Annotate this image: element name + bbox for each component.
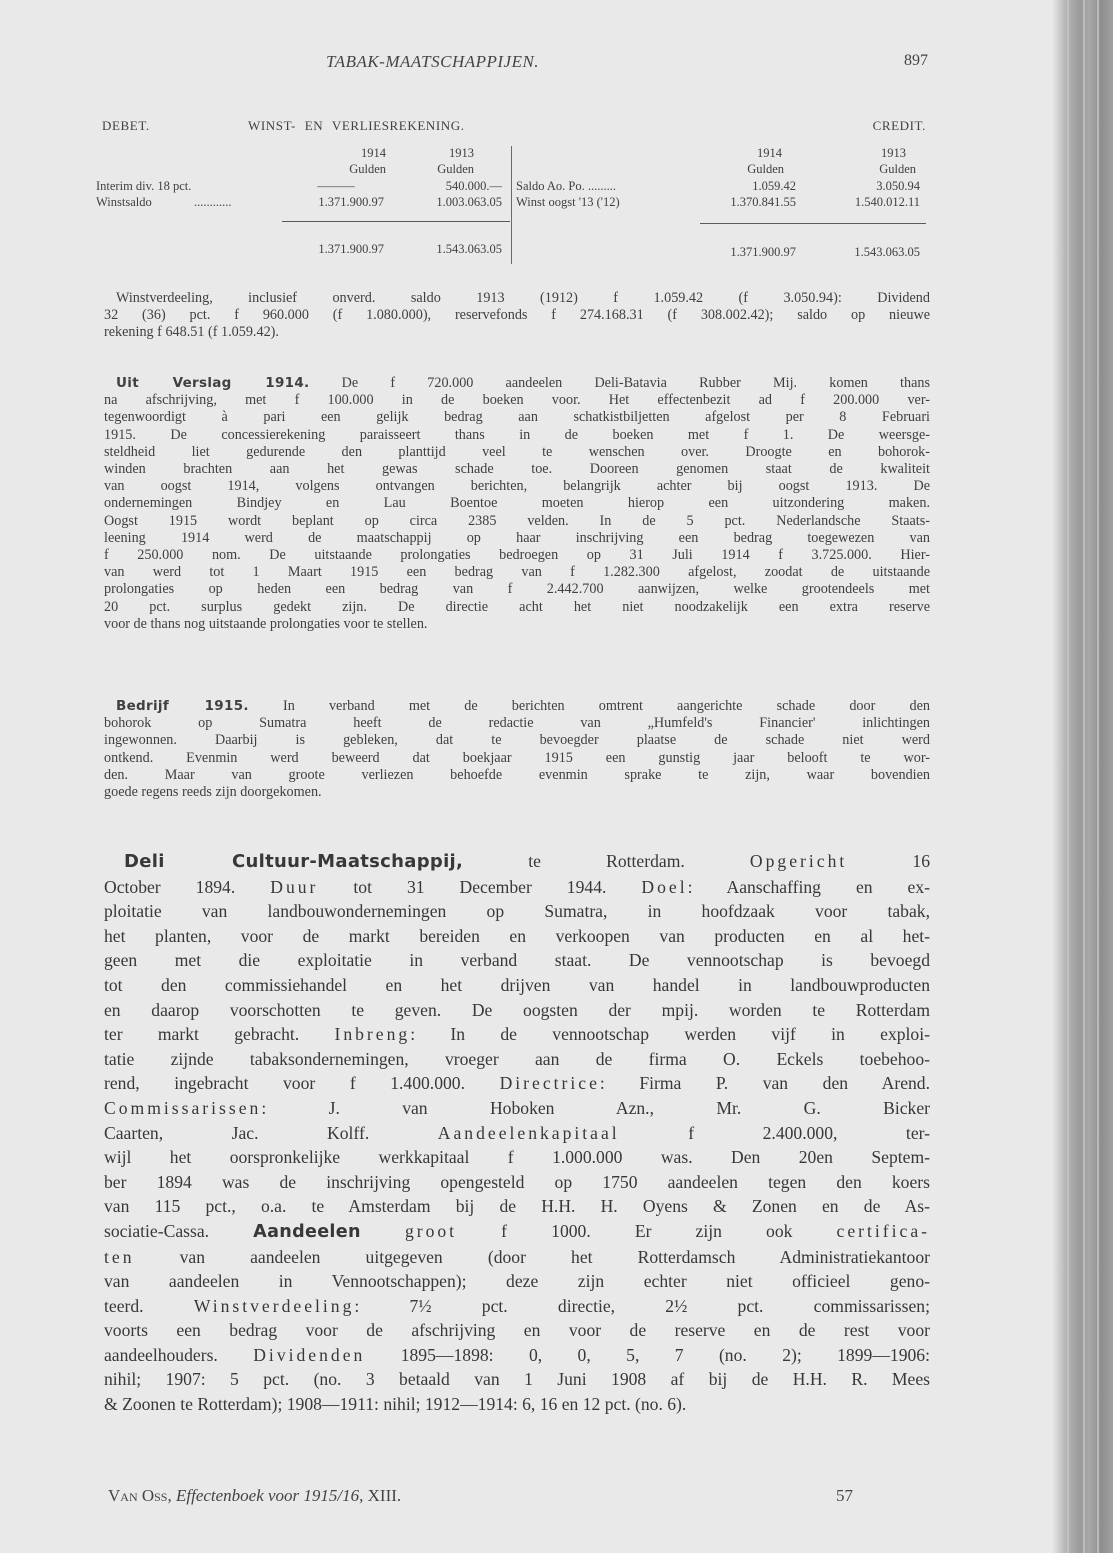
text-line <box>104 875 930 900</box>
text-line: rekening f 648.51 (f 1.059.42). <box>104 324 279 341</box>
credit-currency-1914: Gulden <box>747 162 784 176</box>
bedrijf-1915-paragraph <box>104 698 930 801</box>
text-span: tot den commissiehandel en het drijven van handel in landbouwproducten <box>104 974 930 995</box>
text-line: Oogst 1915 wordt beplant op circa 2385 velden. In de 5 pct. Nederlandsche Staats- <box>104 512 930 529</box>
account-title: WINST- EN VERLIESREKENING. <box>248 118 465 133</box>
text-line: 20 pct. surplus gedekt zijn. De directie acht het niet noodzakelijk een extra reserve <box>104 598 930 615</box>
page-number: 897 <box>904 52 928 69</box>
footer-author: Van Oss, <box>108 1486 172 1505</box>
text-line: ingewonnen. Daarbij is gebleken, dat te bevoegder plaatse de schade niet werd <box>104 732 930 749</box>
text-line <box>104 1269 930 1294</box>
debit-row-value-1913: 1.003.063.05 <box>436 195 502 209</box>
debit-row-value-1914: 1.371.900.97 <box>318 195 384 209</box>
credit-heading: CREDIT. <box>872 118 926 133</box>
winstverdeeling-paragraph <box>104 290 930 342</box>
section-heading-verslag-1914: Uit Verslag 1914. <box>116 375 310 391</box>
text-span-spaced: Inbreng <box>334 1024 411 1045</box>
text-line: leening 1914 werd de maatschappij op haar inschrijving een bedrag toegewezen van <box>104 529 930 546</box>
credit-row-value-1914: 1.059.42 <box>752 179 796 193</box>
text-span: ploitatie van landbouwondernemingen op Sumatra, in hoofdzaak voor tabak, <box>104 901 930 922</box>
text-line <box>104 698 930 715</box>
footer-book-title: Effectenboek voor 1915/16, <box>175 1486 364 1505</box>
debit-year-1914: 1914 <box>361 146 386 160</box>
text-line <box>104 1145 930 1170</box>
running-title: TABAK-MAATSCHAPPIJEN. <box>326 52 540 71</box>
text-line <box>104 1367 930 1392</box>
text-span-spaced: Aandeelenkapitaal <box>437 1122 620 1143</box>
credit-row-label: Winst oogst '13 ('12) <box>516 195 620 209</box>
debit-row-value-1914: ——— <box>317 179 355 193</box>
credit-row-label: Saldo Ao. Po. ......... <box>516 179 617 193</box>
text-line: na afschrijving, met f 100.000 in de boeken voor. Het effectenbezit ad f 200.000 ver- <box>104 392 930 409</box>
text-span-spaced: Duur <box>270 876 319 897</box>
text-span: van aandeelen in Vennootschappen); deze zijn echter niet officieel geno- <box>104 1271 930 1292</box>
debit-currency-1913: Gulden <box>437 162 474 176</box>
text-span: te Rotterdam. <box>528 851 685 871</box>
text-line <box>104 849 930 875</box>
text-span: : In de vennootschap werden vijf in exploi- <box>410 1024 930 1045</box>
text-span: sociatie-Cassa. <box>104 1220 254 1241</box>
text-line: goede regens reeds zijn doorgekomen. <box>104 784 322 801</box>
credit-total-1914: 1.371.900.97 <box>730 245 796 259</box>
text-span: aandeelhouders. <box>104 1344 254 1365</box>
text-line <box>104 1194 930 1219</box>
text-line <box>104 1219 930 1245</box>
text-line <box>104 1343 930 1368</box>
credit-row-value-1913: 1.540.012.11 <box>854 195 920 209</box>
deli-cultuur-entry <box>104 849 930 1417</box>
text-span: 1895—1898: 0, 0, 5, 7 (no. 2); 1899—1906: <box>365 1344 930 1365</box>
credit-row-saldo <box>96 179 936 195</box>
text-span: van aandeelen uitgegeven (door het Rotterdamsch Administratiekantoor <box>134 1246 930 1267</box>
text-span: nihil; 1907: 5 pct. (no. 3 betaald van 1 Juni 1908 af bij de H.H. R. Mees <box>104 1369 930 1390</box>
text-span: en daarop voorschotten te geven. De oogsten der mpij. worden te Rotterdam <box>104 999 930 1020</box>
credit-total-1913: 1.543.063.05 <box>854 245 920 259</box>
debit-heading: DEBET. <box>102 118 150 133</box>
credit-year-1913: 1913 <box>881 146 906 160</box>
text-line: winden brachten aan het gewas schade toe. Dooreen genomen staat de kwaliteit <box>104 461 930 478</box>
credit-year-1914: 1914 <box>757 146 782 160</box>
text-span: van 115 pct., o.a. te Amsterdam bij de H.H. H. Oyens & Zonen en de As- <box>104 1196 930 1217</box>
text-span: f 2.400.000, ter- <box>619 1122 930 1143</box>
text-line: prolongaties op heden een bedrag van f 2.442.700 aanwijzen, welke grootendeels met <box>104 581 930 598</box>
footer-imprint <box>108 1486 401 1506</box>
text-line <box>104 1096 930 1121</box>
company-name: Deli Cultuur-Maatschappij, <box>124 851 464 872</box>
text-span: f 1000. Er zijn ook <box>457 1220 837 1241</box>
text-span: voorts een bedrag voor de afschrijving en voor de reserve en de rest voor <box>104 1320 930 1341</box>
text-line <box>104 1047 930 1072</box>
text-line: 1915. De concessierekening paraisseert thans in de boeken met f 1. De weersge- <box>104 426 930 443</box>
footer-volume: XIII. <box>367 1486 402 1505</box>
text-span: rend, ingebracht voor f 1.400.000. <box>104 1073 500 1094</box>
text-span-spaced: ten <box>104 1246 135 1267</box>
debit-row-value-1913: 540.000.— <box>445 179 502 193</box>
page-edge-scan-shadow <box>1053 0 1113 1553</box>
profit-loss-account-table <box>96 146 936 266</box>
text-line <box>104 375 930 392</box>
text-span-spaced: Opgericht <box>749 851 848 871</box>
text-line <box>104 1121 930 1146</box>
debit-currency-1914: Gulden <box>349 162 386 176</box>
text-span: : Aanschaffing en ex- <box>687 876 930 897</box>
credit-currency-1913: Gulden <box>879 162 916 176</box>
text-line <box>104 948 930 973</box>
credit-row-value-1914: 1.370.841.55 <box>730 195 796 209</box>
text-span-spaced: groot <box>404 1220 458 1241</box>
text-span: & Zoonen te Rotterdam); 1908—1911: nihil; 1912—1914: 6, 16 en 12 pct. (no. 6). <box>104 1394 687 1415</box>
text-line: Winstverdeeling, inclusief onverd. saldo 1913 (1912) f 1.059.42 (f 3.050.94): Dividend <box>116 290 930 306</box>
text-span-spaced: Directrice <box>499 1073 600 1094</box>
footer-signature-number: 57 <box>836 1486 853 1505</box>
text-line: tegenwoordigt à pari een gelijk bedrag aan schatkistbiljetten afgelost per 8 Februari <box>104 409 930 426</box>
credit-totals-row <box>96 245 936 261</box>
text-span-spaced: Dividenden <box>253 1344 366 1365</box>
debit-total-1914: 1.371.900.97 <box>318 242 384 256</box>
text-span-spaced: Doel <box>641 876 688 897</box>
debit-row-label: Interim div. 18 pct. <box>96 179 192 193</box>
credit-total-rule <box>700 223 926 224</box>
text-line: f 250.000 nom. De uitstaande prolongaties bedroegen op 31 Juli 1914 f 3.725.000. Hier- <box>104 547 930 564</box>
text-line <box>104 1071 930 1096</box>
text-line <box>104 899 930 924</box>
text-span-spaced: Winstverdeeling <box>193 1295 355 1316</box>
text-span: : Firma P. van den Arend. <box>599 1073 930 1094</box>
credit-row-value-1913: 3.050.94 <box>876 179 920 193</box>
text-span-spaced: certifica- <box>836 1220 931 1241</box>
text-span-bold: Aandeelen <box>253 1221 361 1242</box>
text-line <box>104 1170 930 1195</box>
text-span: Caarten, Jac. Kolff. <box>104 1122 438 1143</box>
text-line <box>104 1318 930 1343</box>
text-span: : J. van Hoboken Azn., Mr. G. Bicker <box>261 1097 930 1118</box>
text-line: steldheid liet gedurende den planttijd veel te wenschen over. Droogte en bohorok- <box>104 443 930 460</box>
section-heading-bedrijf-1915: Bedrijf 1915. <box>116 698 249 714</box>
text-span: In verband met de berichten omtrent aangerichte schade door den <box>282 698 930 714</box>
text-line: ontkend. Evenmin werd beweerd dat boekjaar 1915 een gunstig jaar belooft te wor- <box>104 749 930 766</box>
text-span: De f 720.000 aandeelen Deli-Batavia Rubber Mij. komen thans <box>341 375 930 391</box>
text-line: ondernemingen Bindjey en Lau Boentoe moeten hierop een uitzondering maken. <box>104 495 930 512</box>
text-line: van oogst 1914, volgens ontvangen berichten, belangrijk achter bij oogst 1913. De <box>104 478 930 495</box>
text-line <box>104 1294 930 1319</box>
debit-total-1913: 1.543.063.05 <box>436 242 502 256</box>
text-line: den. Maar van groote verliezen behoefde evenmin sprake te zijn, waar bovendien <box>104 766 930 783</box>
text-line <box>104 924 930 949</box>
text-line <box>104 973 930 998</box>
debit-year-1913: 1913 <box>449 146 474 160</box>
text-span: October 1894. <box>104 876 271 897</box>
text-line <box>104 1392 930 1417</box>
text-span-spaced: Commissarissen <box>104 1097 262 1118</box>
text-span <box>361 1221 405 1241</box>
text-span: ter markt gebracht. <box>104 1024 335 1045</box>
text-line <box>104 998 930 1023</box>
text-line: van werd tot 1 Maart 1915 een bedrag van f 1.282.300 afgelost, zoodat de uitstaande <box>104 564 930 581</box>
text-line: bohorok op Sumatra heeft de redactie van „Humfeld's Financier' inlichtingen <box>104 715 930 732</box>
text-span: ber 1894 was de inschrijving opengesteld op 1750 aandeelen tegen den koers <box>104 1171 930 1192</box>
running-head <box>96 52 936 76</box>
text-span: tot 31 December 1944. <box>318 876 642 897</box>
verslag-1914-paragraph <box>104 375 930 633</box>
text-span: het planten, voor de markt bereiden en verkoopen van producten en al het- <box>104 925 930 946</box>
text-span: wijl het oorspronkelijke werkkapitaal f 1.000.000 was. Den 20en Septem- <box>104 1147 930 1168</box>
text-span: : 7½ pct. directie, 2½ pct. commissarissen; <box>354 1295 930 1316</box>
text-span: tatie zijnde tabaksondernemingen, vroeger aan de firma O. Eckels toebehoo- <box>104 1048 930 1069</box>
text-span: teerd. <box>104 1295 194 1316</box>
dot-leader: ............ <box>194 195 232 209</box>
text-line <box>104 1022 930 1047</box>
text-line: 32 (36) pct. f 960.000 (f 1.080.000), reservefonds f 274.168.31 (f 308.002.42); saldo op nieuwe <box>104 307 930 324</box>
text-line: voor de thans nog uitstaande prolongaties voor te stellen. <box>104 615 428 632</box>
text-span: 16 <box>912 851 930 871</box>
text-line <box>104 1245 930 1270</box>
credit-row-winst-oogst <box>96 195 936 211</box>
debit-total-rule <box>282 221 510 222</box>
text-span: geen met die exploitatie in verband staat. De vennootschap is bevoegd <box>104 950 930 971</box>
debit-row-label: Winstsaldo <box>96 195 152 209</box>
